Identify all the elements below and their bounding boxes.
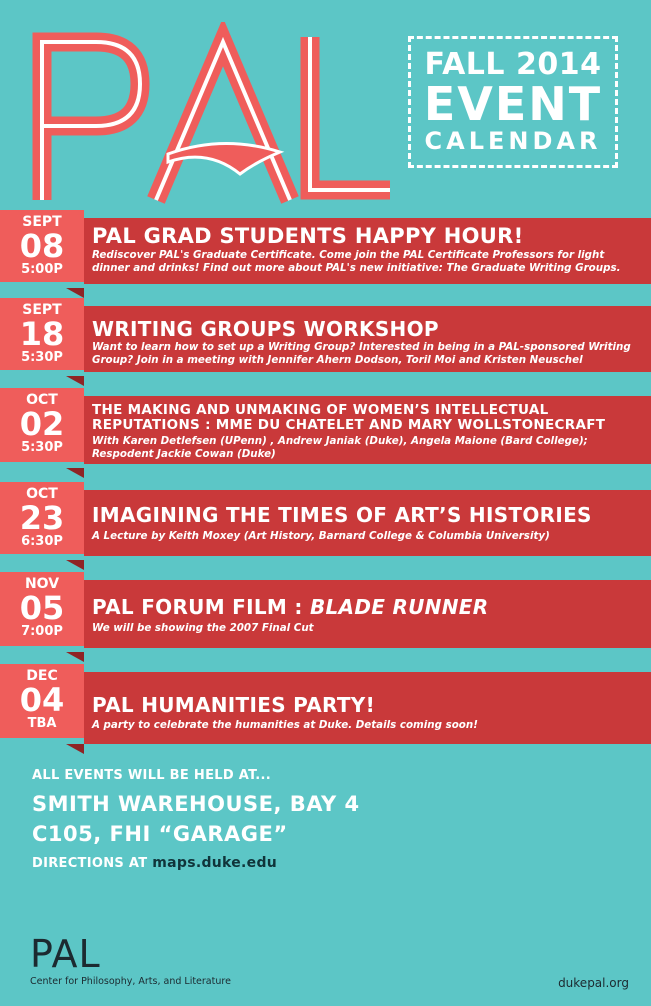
event-title: IMAGINING THE TIMES OF ART’S HISTORIES	[92, 503, 592, 527]
event-date	[0, 298, 84, 370]
event-month: SEPT	[22, 214, 62, 230]
calendar-line-2: EVENT	[423, 77, 603, 131]
event-title-film: BLADE RUNNER	[309, 595, 489, 619]
calendar-line-1: FALL 2014	[424, 47, 602, 82]
event-date	[0, 388, 84, 462]
website-link[interactable]: dukepal.org	[558, 976, 629, 990]
event-title: WRITING GROUPS WORKSHOP	[92, 317, 439, 341]
footer-tagline: Center for Philosophy, Arts, and Literature	[30, 976, 231, 987]
event-sept-18	[0, 298, 651, 376]
event-title: PAL HUMANITIES PARTY!	[92, 693, 376, 717]
event-time: TBA	[27, 716, 57, 731]
event-nov-05	[0, 572, 651, 652]
ribbon-fold	[66, 744, 84, 754]
event-month: DEC	[26, 668, 58, 684]
event-description: With Karen Detlefsen (UPenn) , Andrew Janiak (Duke), Angela Maione (Bard College); Respodent Jackie Cowan (Duke)	[92, 435, 588, 460]
ribbon-fold	[66, 288, 84, 298]
event-date	[0, 482, 84, 554]
event-sept-08	[0, 210, 651, 288]
directions-label: DIRECTIONS AT	[32, 856, 153, 871]
ribbon-fold	[66, 376, 84, 386]
event-banner	[84, 672, 651, 744]
event-title-prefix: PAL FORUM FILM :	[92, 595, 310, 619]
event-time: 5:30P	[21, 350, 63, 365]
event-month: NOV	[24, 576, 60, 592]
event-month: OCT	[26, 486, 58, 502]
venue-line-2: C105, FHI “GARAGE”	[32, 822, 288, 846]
event-time: 5:00P	[21, 262, 63, 277]
event-date	[0, 210, 84, 282]
event-day: 23	[19, 499, 65, 537]
event-title: THE MAKING AND UNMAKING OF WOMEN’S INTELLECTUAL REPUTATIONS : MME DU CHATELET AND MARY WOLLSTONECRAFT	[92, 402, 606, 433]
ribbon-fold	[66, 468, 84, 478]
venue-line-1: SMITH WAREHOUSE, BAY 4	[32, 792, 360, 816]
event-month: SEPT	[22, 302, 62, 318]
calendar-line-3: CALENDAR	[424, 127, 602, 155]
event-time: 5:30P	[21, 440, 63, 455]
event-day: 05	[19, 589, 65, 627]
event-date	[0, 664, 84, 738]
event-time: 6:30P	[21, 534, 63, 549]
event-banner	[84, 306, 651, 372]
event-description: Rediscover PAL's Graduate Certificate. Come join the PAL Certificate Professors for light dinner and drinks! Find out more about PAL's new initiative: The Graduate Writing Groups.	[92, 249, 621, 274]
footer-logo	[30, 934, 231, 987]
event-banner	[84, 580, 651, 648]
footer-logo-mark: PAL	[30, 932, 101, 976]
event-description: We will be showing the 2007 Final Cut	[92, 622, 314, 634]
event-day: 18	[19, 315, 65, 353]
calendar-title-box	[408, 36, 618, 168]
event-description: A Lecture by Keith Moxey (Art History, Barnard College & Columbia University)	[92, 530, 550, 542]
venue-intro: ALL EVENTS WILL BE HELD AT...	[32, 768, 272, 783]
ribbon-fold	[66, 652, 84, 662]
event-banner	[84, 490, 651, 556]
event-title	[92, 596, 643, 618]
event-dec-04	[0, 664, 651, 744]
event-banner	[84, 396, 651, 464]
event-oct-23	[0, 482, 651, 560]
ribbon-fold	[66, 560, 84, 570]
event-description: A party to celebrate the humanities at Duke. Details coming soon!	[92, 719, 478, 731]
venue-info	[32, 768, 360, 871]
event-oct-02	[0, 388, 651, 468]
event-day: 08	[19, 227, 65, 265]
event-day: 02	[19, 405, 65, 443]
directions	[32, 855, 360, 871]
event-time: 7:00P	[21, 624, 63, 639]
event-date	[0, 572, 84, 646]
event-month: OCT	[26, 392, 58, 408]
directions-link[interactable]: maps.duke.edu	[152, 855, 278, 871]
event-banner	[84, 218, 651, 284]
event-day: 04	[19, 681, 65, 719]
pal-logo	[18, 22, 398, 207]
event-description: Want to learn how to set up a Writing Group? Interested in being in a PAL-sponsored Writing Group? Join in a meeting with Jennifer Ahern Dodson, Toril Moi and Kristen Neuschel	[92, 341, 631, 366]
event-title: PAL GRAD STUDENTS HAPPY HOUR!	[92, 224, 524, 248]
